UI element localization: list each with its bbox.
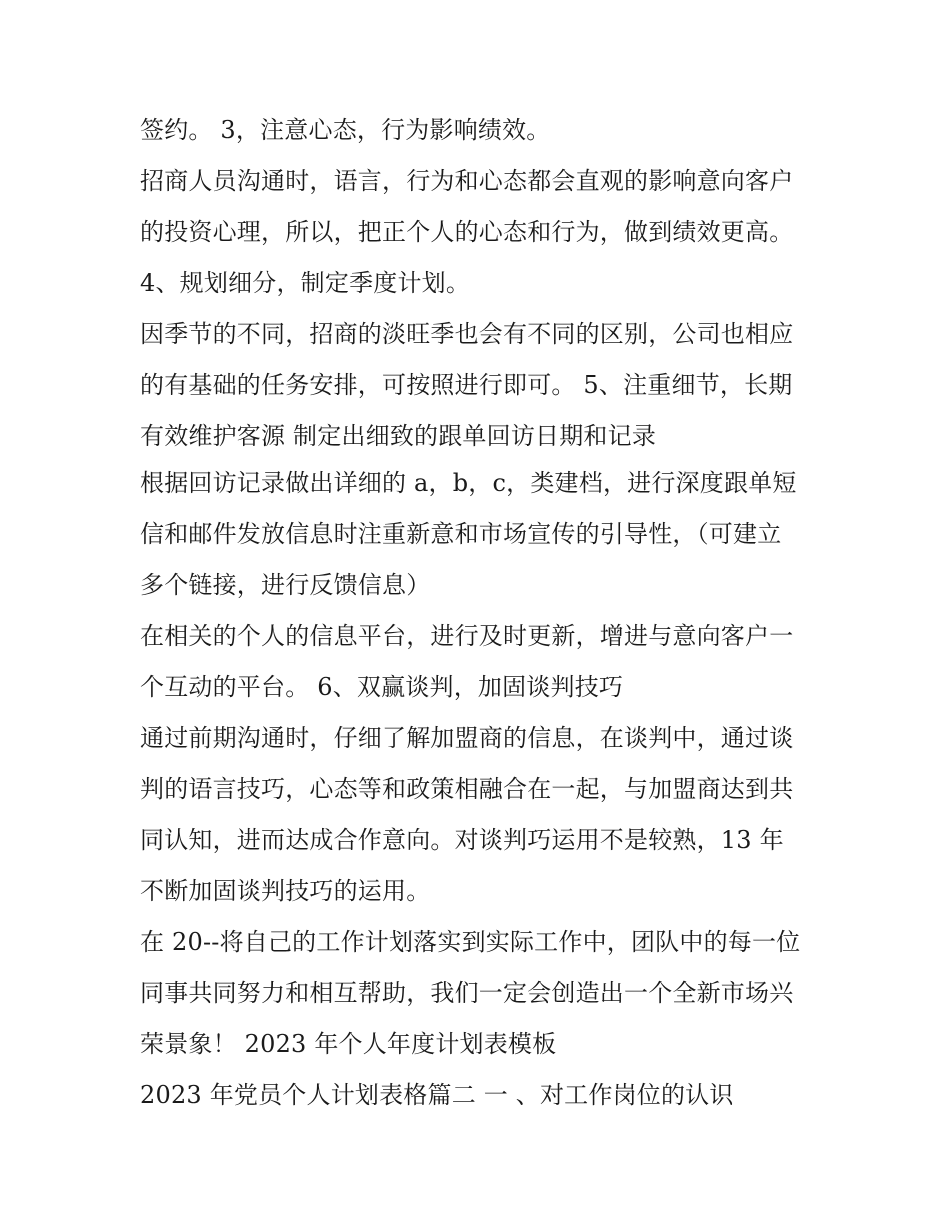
text-line: 同认知，进而达成合作意向。对谈判巧运用不是较熟，13 年 [140,826,784,854]
text-line: 不断加固谈判技巧的运用。 [140,877,431,905]
text-line: 通过前期沟通时，仔细了解加盟商的信息，在谈判中，通过谈 [140,724,794,752]
text-line: 因季节的不同，招商的淡旺季也会有不同的区别，公司也相应 [140,320,794,348]
text-line: 2023 年党员个人计划表格篇二 一 、对工作岗位的认识 [140,1081,734,1109]
text-line: 的投资心理，所以，把正个人的心态和行为，做到绩效更高。 [140,218,794,246]
text-line: 4、规划细分，制定季度计划。 [140,269,471,297]
text-line: 招商人员沟通时，语言，行为和心态都会直观的影响意向客户 [140,167,794,195]
text-line: 在相关的个人的信息平台，进行及时更新，增进与意向客户一 [140,622,794,650]
text-line: 签约。 3，注意心态，行为影响绩效。 [140,116,551,144]
text-line: 同事共同努力和相互帮助，我们一定会创造出一个全新市场兴 [140,979,794,1007]
text-line: 荣景象！ 2023 年个人年度计划表模板 [140,1030,557,1058]
text-line: 判的语言技巧，心态等和政策相融合在一起，与加盟商达到共 [140,775,794,803]
text-line: 信和邮件发放信息时注重新意和市场宣传的引导性，（可建立 [140,520,782,548]
text-line: 多个链接，进行反馈信息） [140,571,431,599]
text-line: 在 20--将自己的工作计划落实到实际工作中，团队中的每一位 [140,928,801,956]
text-line: 根据回访记录做出详细的 a，b，c，类建档，进行深度跟单短 [140,469,797,497]
text-line: 个互动的平台。 6、双赢谈判，加固谈判技巧 [140,673,624,701]
text-line: 有效维护客源 制定出细致的跟单回访日期和记录 [140,422,657,450]
text-line: 的有基础的任务安排，可按照进行即可。 5、注重细节，长期 [140,371,793,399]
